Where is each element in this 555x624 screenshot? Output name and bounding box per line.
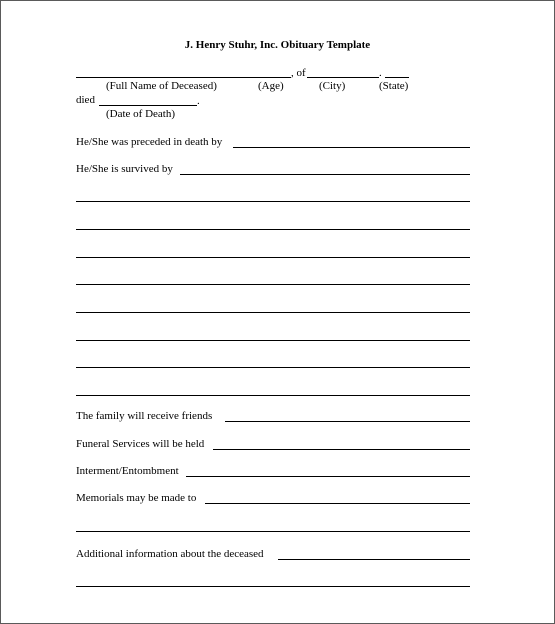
blank-line[interactable] [76, 531, 470, 532]
blank-line[interactable] [76, 367, 470, 368]
blank-line[interactable] [76, 284, 470, 285]
interment-line[interactable] [186, 476, 470, 477]
receive-friends-label: The family will receive friends [76, 410, 213, 422]
blank-line[interactable] [76, 395, 470, 396]
preceded-line[interactable] [233, 147, 470, 148]
died-period: . [197, 95, 200, 107]
blank-line[interactable] [76, 340, 470, 341]
preceded-label: He/She was preceded in death by [76, 136, 223, 148]
city-label: (City) [319, 80, 346, 92]
full-name-label: (Full Name of Deceased) [106, 80, 217, 92]
additional-label: Additional information about the deceased [76, 548, 264, 560]
blank-line[interactable] [76, 201, 470, 202]
document-title: J. Henry Stuhr, Inc. Obituary Template [184, 39, 371, 51]
city-line[interactable] [307, 77, 379, 78]
period-text: . [379, 67, 382, 79]
interment-label: Interment/Entombment [76, 465, 179, 477]
date-of-death-label: (Date of Death) [106, 108, 176, 120]
blank-line[interactable] [76, 586, 470, 587]
full-name-line[interactable] [76, 77, 291, 78]
blank-line[interactable] [76, 229, 470, 230]
receive-friends-line[interactable] [225, 421, 470, 422]
blank-line[interactable] [76, 312, 470, 313]
died-text: died [76, 94, 95, 106]
funeral-line[interactable] [213, 449, 470, 450]
memorials-line[interactable] [205, 503, 470, 504]
funeral-label: Funeral Services will be held [76, 438, 205, 450]
date-of-death-line[interactable] [99, 105, 197, 106]
state-label: (State) [379, 80, 409, 92]
age-label: (Age) [258, 80, 284, 92]
state-line[interactable] [385, 77, 409, 78]
of-text: , of [291, 67, 306, 79]
additional-line[interactable] [278, 559, 470, 560]
survived-label: He/She is survived by [76, 163, 173, 175]
memorials-label: Memorials may be made to [76, 492, 197, 504]
blank-line[interactable] [76, 257, 470, 258]
survived-line[interactable] [180, 174, 470, 175]
